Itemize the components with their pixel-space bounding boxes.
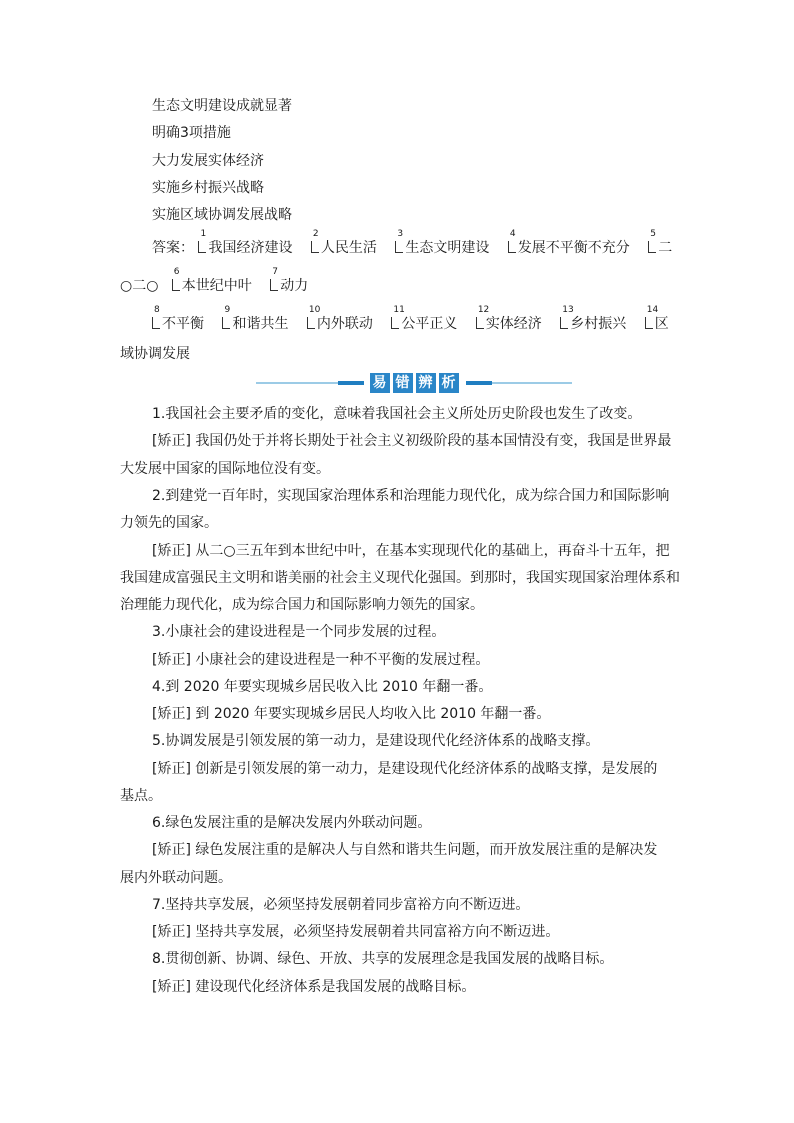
section-title: 易 错 辨 析 <box>366 373 462 393</box>
blank-box-icon <box>391 317 399 329</box>
answer-item: 13 乡村振兴 <box>562 305 627 332</box>
answer-item: 5 二 <box>650 229 673 256</box>
question-4: 4.到 2020 年要实现城乡居民收入比 2010 年翻一番。 <box>152 679 493 695</box>
answer-row <box>120 267 322 296</box>
question-6: 6.绿色发展注重的是解决发展内外联动问题。 <box>152 815 432 831</box>
answer-item: 1 我国经济建设 <box>200 229 293 256</box>
answer-row <box>152 305 669 334</box>
question-5: 5.协调发展是引领发展的第一动力，是建设现代化经济体系的战略支撑。 <box>152 733 600 749</box>
blank-box-icon <box>152 317 160 329</box>
answer-item: 10 内外联动 <box>308 305 373 332</box>
correction-1-cont: 大发展中国家的国际地位没有变。 <box>120 461 330 477</box>
answer-item: 7 动力 <box>272 267 309 294</box>
divider <box>466 381 492 385</box>
correction-8: [矫正] 建设现代化经济体系是我国发展的战略目标。 <box>152 979 476 995</box>
blank-box-icon <box>560 317 568 329</box>
intro-line: 实施区域协调发展战略 <box>152 207 292 223</box>
answer-row: 域协调发展 <box>120 346 190 362</box>
correction-2-cont: 治理能力现代化，成为综合国力和国际影响力领先的国家。 <box>120 597 484 613</box>
correction-2: [矫正] 从二○三五年到本世纪中叶，在基本实现现代化的基础上，再奋斗十五年，把 <box>152 543 670 559</box>
question-2: 2.到建党一百年时，实现国家治理体系和治理能力现代化，成为综合国力和国际影响 <box>152 488 670 504</box>
answer-item: 4 发展不平衡不充分 <box>509 229 630 256</box>
correction-6-cont: 展内外联动问题。 <box>120 870 232 886</box>
correction-5-cont: 基点。 <box>120 788 162 804</box>
answer-label: 答案： <box>152 240 194 256</box>
question-7: 7.坚持共享发展，必须坚持发展朝着同步富裕方向不断迈进。 <box>152 897 530 913</box>
correction-4: [矫正] 到 2020 年要实现城乡居民人均收入比 2010 年翻一番。 <box>152 706 551 722</box>
blank-box-icon <box>508 241 516 253</box>
blank-box-icon <box>270 279 278 291</box>
answer-item: 12 实体经济 <box>477 305 542 332</box>
correction-1: [矫正] 我国仍处于并将长期处于社会主义初级阶段的基本国情没有变，我国是世界最 <box>152 433 672 449</box>
correction-2-cont: 我国建成富强民主文明和谐美丽的社会主义现代化强国。到那时，我国实现国家治理体系和 <box>120 570 680 586</box>
intro-line: 大力发展实体经济 <box>152 153 264 169</box>
blank-box-icon <box>307 317 315 329</box>
correction-3: [矫正] 小康社会的建设进程是一种不平衡的发展过程。 <box>152 652 490 668</box>
section-header-mistakes <box>256 373 572 393</box>
intro-line: 明确3项措施 <box>152 125 231 141</box>
blank-box-icon <box>645 317 653 329</box>
question-1: 1.我国社会主要矛盾的变化，意味着我国社会主义所处历史阶段也发生了改变。 <box>152 406 642 422</box>
answer-row <box>152 229 673 258</box>
answer-item: 6 本世纪中叶 <box>173 267 252 294</box>
answer-text: ○二○ <box>120 278 159 294</box>
blank-box-icon <box>648 241 656 253</box>
answer-item: 3 生态文明建设 <box>397 229 490 256</box>
blank-box-icon <box>395 241 403 253</box>
blank-box-icon <box>311 241 319 253</box>
correction-5: [矫正] 创新是引领发展的第一动力，是建设现代化经济体系的战略支撑，是发展的 <box>152 761 658 777</box>
correction-7: [矫正] 坚持共享发展，必须坚持发展朝着共同富裕方向不断迈进。 <box>152 924 560 940</box>
correction-6: [矫正] 绿色发展注重的是解决人与自然和谐共生问题，而开放发展注重的是解决发 <box>152 842 658 858</box>
intro-line: 生态文明建设成就显著 <box>152 98 292 114</box>
answer-item: 9 和谐共生 <box>224 305 289 332</box>
question-3: 3.小康社会的建设进程是一个同步发展的过程。 <box>152 624 446 640</box>
blank-box-icon <box>172 279 180 291</box>
answer-item: 14 区 <box>646 305 669 332</box>
divider <box>492 382 572 384</box>
answer-item: 8 不平衡 <box>154 305 204 332</box>
question-2-cont: 力领先的国家。 <box>120 515 218 531</box>
question-8: 8.贯彻创新、协调、绿色、开放、共享的发展理念是我国发展的战略目标。 <box>152 951 614 967</box>
answer-item: 11 公平正义 <box>393 305 458 332</box>
blank-box-icon <box>476 317 484 329</box>
blank-box-icon <box>222 317 230 329</box>
divider <box>338 381 364 385</box>
answer-item: 2 人民生活 <box>312 229 377 256</box>
intro-line: 实施乡村振兴战略 <box>152 180 264 196</box>
blank-box-icon <box>198 241 206 253</box>
